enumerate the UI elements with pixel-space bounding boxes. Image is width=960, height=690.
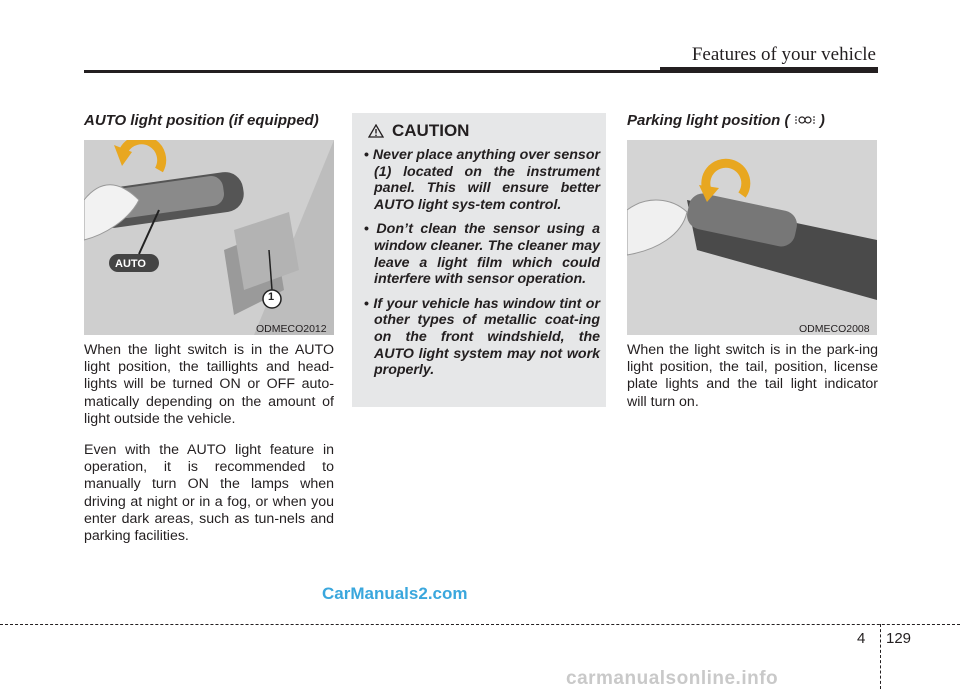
parking-light-icon — [794, 114, 816, 126]
caution-item: • Don’t clean the sensor using a window cleaner. The cleaner may leave a light film which could interfere with sensor operation. — [358, 221, 600, 287]
warning-triangle-icon — [368, 124, 384, 138]
parking-light-body — [627, 342, 878, 425]
sensor-callout-number: 1 — [268, 291, 275, 303]
caution-box — [352, 113, 606, 407]
caution-title: CAUTION — [392, 121, 470, 140]
footer-rule — [0, 624, 960, 625]
auto-light-figure — [84, 140, 334, 335]
chapter-number: 4 — [857, 630, 866, 647]
auto-light-paragraph-2: Even with the AUTO light feature in operation, it is recommended to manually turn ON the lamps when driving at night or in a fog, or when you enter dark areas, such as tun-nels and parking facilities. — [84, 442, 334, 545]
parking-light-illustration — [627, 140, 877, 335]
watermark-carmanualsonline: carmanualsonline.info — [566, 668, 779, 689]
auto-light-title: AUTO light position (if equipped) — [84, 112, 319, 129]
footer-divider — [880, 624, 881, 689]
caution-item: • If your vehicle has window tint or other types of metallic coat-ing on the front windshield, the AUTO light system may not work properly. — [358, 296, 600, 379]
parking-light-title-suffix: ) — [819, 112, 825, 129]
caution-item: • Never place anything over sensor (1) located on the instrument panel. This will ensure better AUTO light sys-tem control. — [358, 147, 600, 213]
watermark-carmanuals2: CarManuals2.com — [322, 584, 468, 603]
auto-label: AUTO — [115, 258, 146, 270]
auto-light-body — [84, 342, 334, 559]
auto-light-illustration — [84, 140, 334, 335]
parking-light-title — [627, 112, 825, 129]
auto-light-paragraph-1: When the light switch is in the AUTO light position, the taillights and head-lights will be turned ON or OFF auto-matically depending on the amount of light outside the vehicle. — [84, 342, 334, 427]
parking-light-title-prefix: Parking light position ( — [627, 112, 790, 129]
caution-list — [358, 147, 600, 387]
page-number: 129 — [886, 630, 912, 647]
header-rule-accent — [660, 67, 878, 73]
caution-header — [368, 121, 469, 141]
figure-code: ODMECO2008 — [799, 323, 870, 335]
parking-light-paragraph: When the light switch is in the park-ing light position, the tail, position, license plate lights and the tail light indicator will turn on. — [627, 342, 878, 410]
figure-code: ODMECO2012 — [256, 323, 327, 335]
section-header-title: Features of your vehicle — [691, 44, 876, 65]
parking-light-figure — [627, 140, 877, 335]
